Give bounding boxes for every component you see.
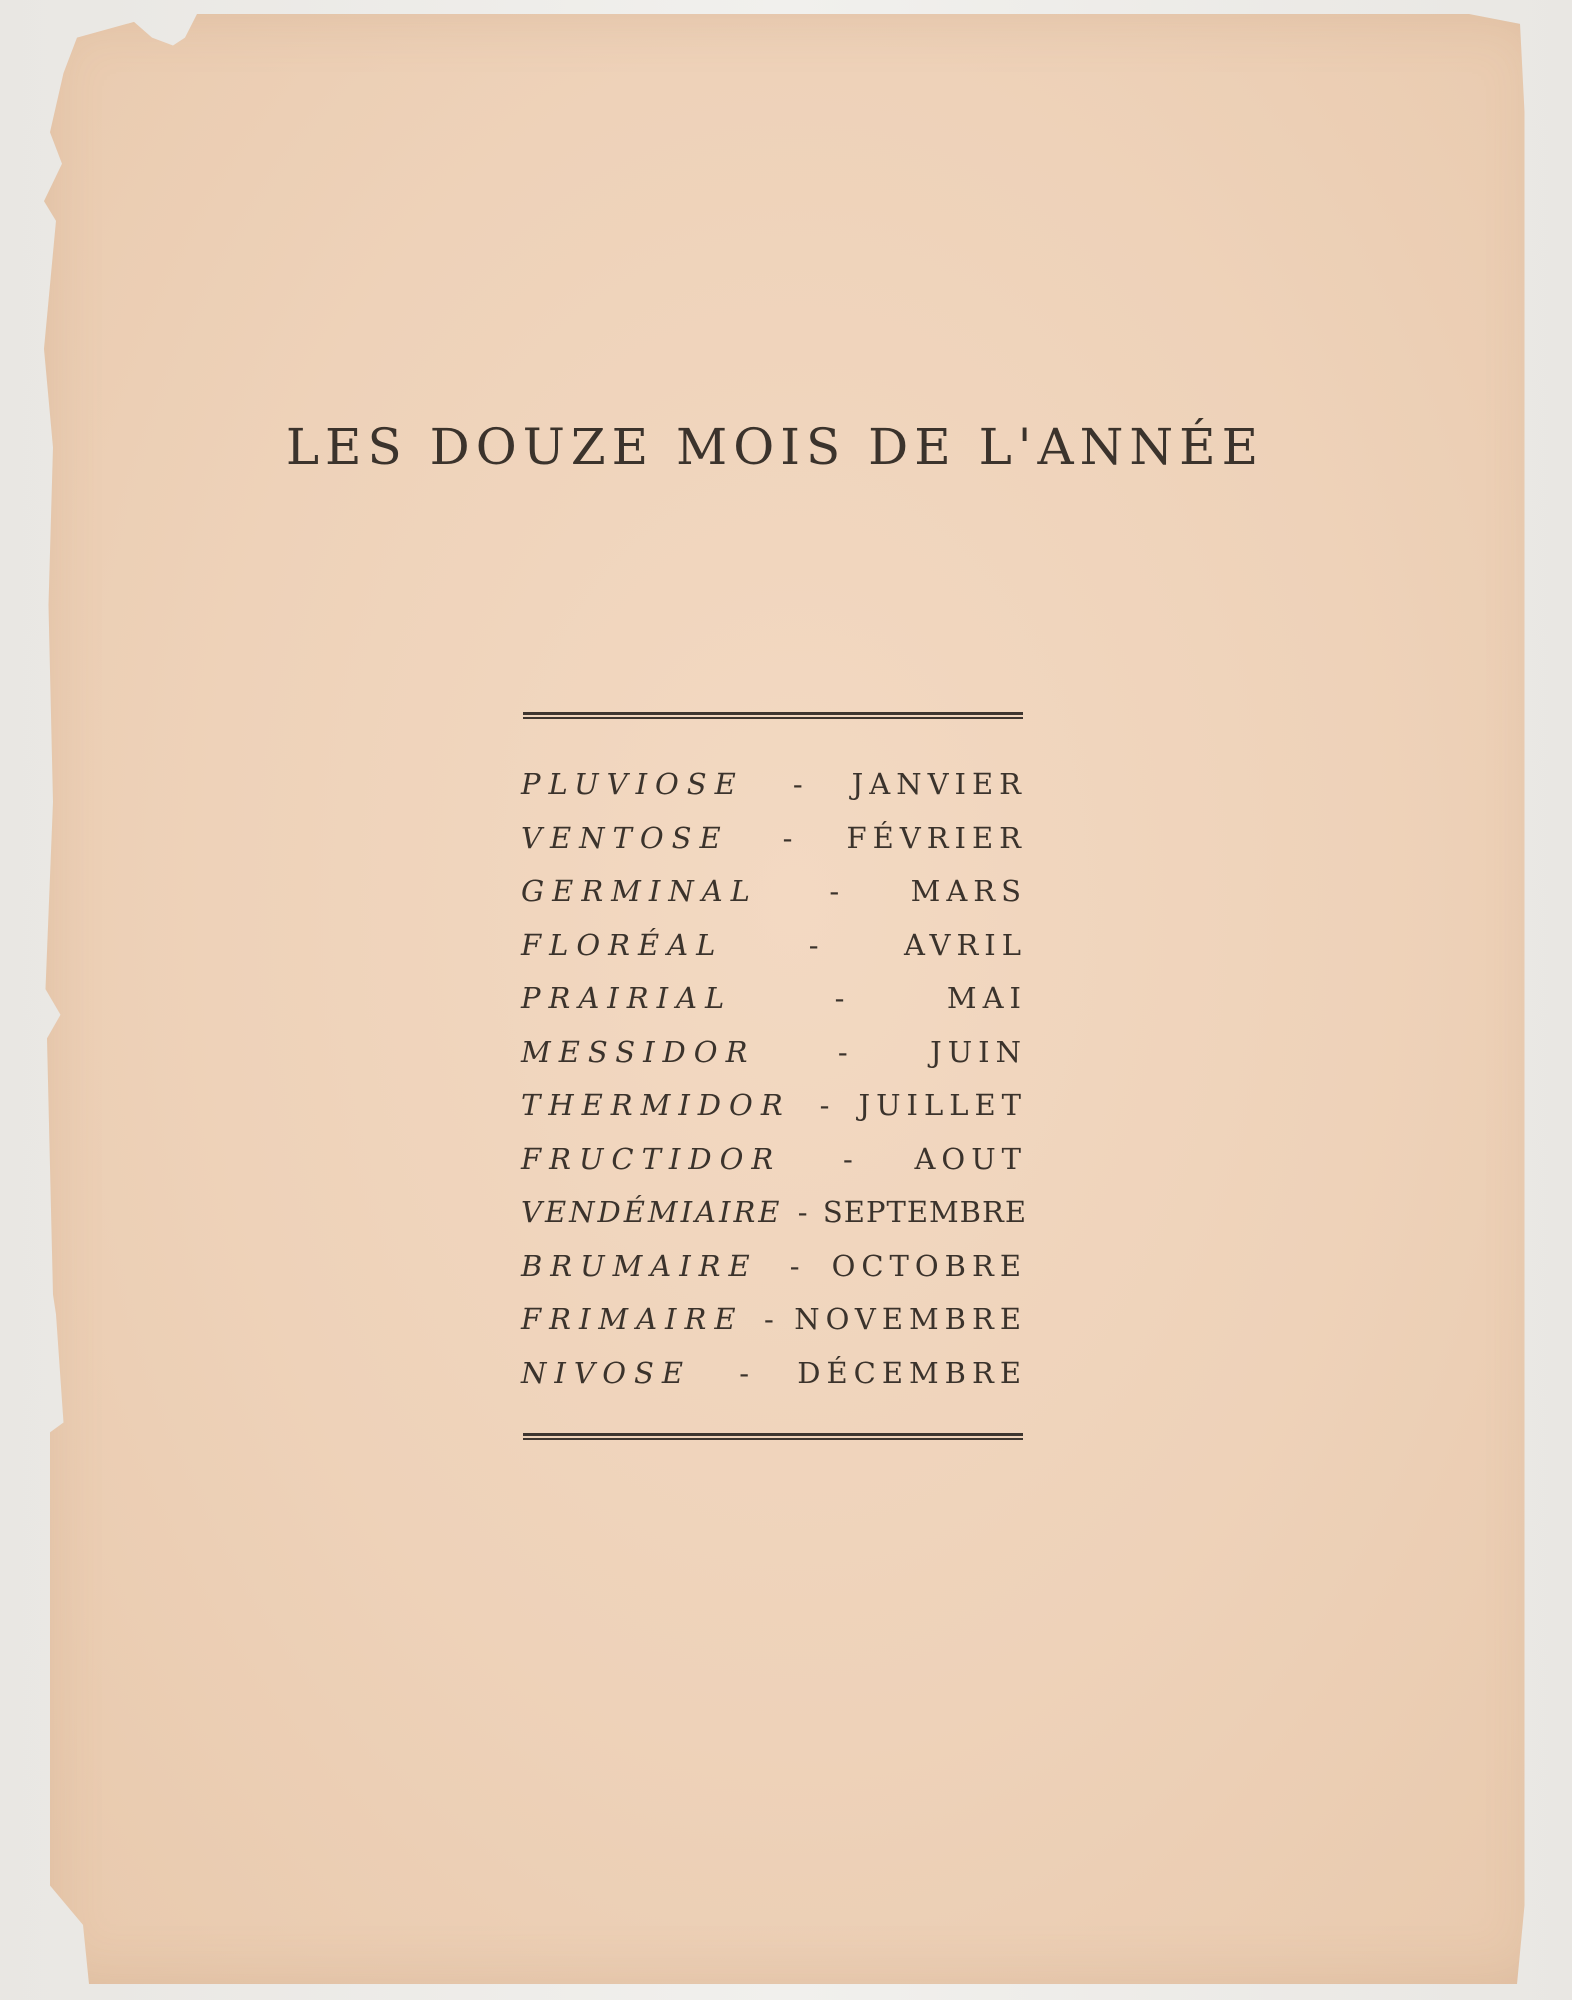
gregorian-month: OCTOBRE [831,1248,1027,1283]
month-separator: - [829,874,840,908]
gregorian-month: FÉVRIER [846,820,1027,855]
month-separator: - [834,981,845,1015]
month-separator: - [782,820,793,855]
gregorian-month: DÉCEMBRE [797,1355,1027,1390]
month-row-nivose [521,1347,1027,1401]
months-list [521,758,1027,1400]
month-row-vendemiaire [521,1186,1027,1240]
republican-month: FLORÉAL [521,927,724,962]
republican-month: VENDÉMIAIRE [521,1195,783,1229]
month-separator: - [797,1195,808,1229]
month-separator: - [792,767,803,801]
month-separator: - [763,1302,774,1336]
gregorian-month: JUILLET [858,1088,1027,1122]
month-row-thermidor [521,1079,1027,1133]
month-separator: - [842,1141,853,1176]
month-separator: - [837,1034,848,1069]
gregorian-month: NOVEMBRE [794,1302,1027,1336]
gregorian-month: JANVIER [851,767,1027,801]
republican-month: GERMINAL [521,874,758,908]
republican-month: PRAIRIAL [521,981,733,1015]
month-row-germinal [521,865,1027,919]
gregorian-month: MARS [910,874,1027,908]
republican-month: FRUCTIDOR [521,1141,782,1176]
republican-month: NIVOSE [521,1355,692,1390]
bottom-double-rule [523,1433,1023,1440]
gregorian-month: AVRIL [904,927,1027,962]
top-double-rule [523,712,1023,719]
page-title: LES DOUZE MOIS DE L'ANNÉE [285,418,1265,476]
month-row-fructidor [521,1133,1027,1187]
gregorian-month: MAI [946,981,1027,1015]
month-row-floreal [521,919,1027,973]
month-row-pluviose [521,758,1027,812]
month-row-frimaire [521,1293,1027,1347]
gregorian-month: AOUT [914,1141,1027,1176]
month-row-brumaire [521,1240,1027,1294]
month-row-messidor [521,1026,1027,1080]
republican-month: VENTOSE [521,820,729,855]
republican-month: MESSIDOR [521,1034,756,1069]
republican-month: PLUVIOSE [521,767,744,801]
republican-month: FRIMAIRE [521,1302,744,1336]
month-separator: - [808,927,819,962]
month-separator: - [789,1248,800,1283]
republican-month: THERMIDOR [521,1088,791,1122]
month-row-ventose [521,812,1027,866]
month-separator: - [739,1355,750,1390]
month-row-prairial [521,972,1027,1026]
month-separator: - [819,1088,830,1122]
gregorian-month: SEPTEMBRE [822,1195,1027,1229]
gregorian-month: JUIN [930,1034,1027,1069]
republican-month: BRUMAIRE [521,1248,758,1283]
